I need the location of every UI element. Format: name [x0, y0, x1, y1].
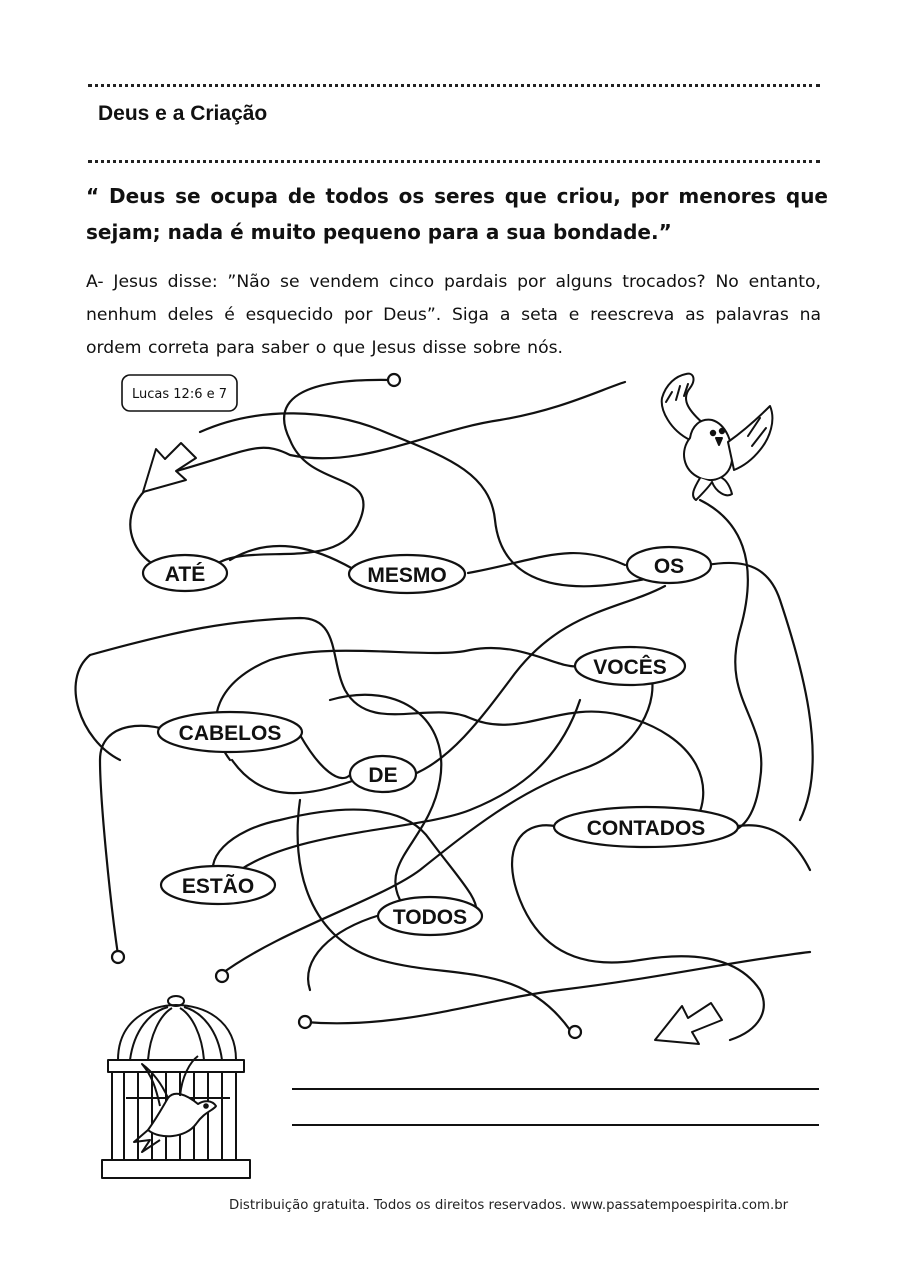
- maze-path: [305, 952, 810, 1023]
- maze-word-oval: [627, 547, 711, 583]
- word-contados: CONTADOS: [586, 817, 706, 840]
- end-arrow-icon: [655, 1003, 722, 1044]
- word-de: DE: [368, 764, 398, 787]
- maze-path: [738, 825, 810, 870]
- maze-path: [308, 915, 380, 990]
- maze-path: [330, 695, 441, 900]
- maze-word-oval: [350, 756, 416, 792]
- maze-path: [300, 735, 350, 778]
- word-ate: ATÉ: [164, 563, 206, 586]
- maze-path: [215, 380, 392, 565]
- birdcage-icon: [102, 996, 250, 1178]
- maze-endpoint: [112, 951, 124, 963]
- word-estao: ESTÃO: [181, 875, 255, 898]
- maze-path: [468, 553, 625, 573]
- bottom-dotted-divider: [88, 160, 820, 163]
- maze-path: [230, 546, 360, 573]
- maze-word-oval: [349, 555, 465, 593]
- maze-word-oval: [575, 647, 685, 685]
- reference-box: [122, 375, 237, 411]
- word-os: OS: [653, 555, 685, 578]
- word-todos: TODOS: [392, 906, 468, 929]
- answer-line[interactable]: [292, 1124, 819, 1126]
- maze-endpoint: [569, 1026, 581, 1038]
- maze-word-oval: [158, 712, 302, 752]
- maze-endpoint: [216, 970, 228, 982]
- quote-text: “ Deus se ocupa de todos os seres que criou, por menores que sejam; nada é muito pequeno para a sua bondade.”: [86, 184, 828, 244]
- word-maze: [0, 360, 905, 1180]
- word-mesmo: MESMO: [367, 564, 447, 587]
- instruction-text: A- Jesus disse: ”Não se vendem cinco pardais por alguns trocados? No entanto, nenhum deles é esquecido por Deus”. Siga a seta e reescreva as palavras na ordem correta para saber o que Jesus disse sobre nós.: [86, 272, 821, 358]
- dove-icon: [662, 374, 773, 500]
- maze-path: [100, 726, 180, 955]
- page-title: Deus e a Criação: [98, 102, 268, 125]
- maze-word-oval: [161, 866, 275, 904]
- maze-endpoint: [299, 1016, 311, 1028]
- answer-line[interactable]: [292, 1088, 819, 1090]
- maze-word-oval: [554, 807, 738, 847]
- top-dotted-divider: [88, 84, 820, 87]
- maze-endpoint: [388, 374, 400, 386]
- footer-text: Distribuição gratuita. Todos os direitos reservados. www.passatempoespirita.com.br: [229, 1198, 789, 1213]
- maze-path: [76, 655, 120, 760]
- word-cabelos: CABELOS: [178, 722, 282, 745]
- maze-word-oval: [378, 897, 482, 935]
- reference-text: Lucas 12:6 e 7: [132, 387, 227, 402]
- maze-word-oval: [143, 555, 227, 591]
- word-voces: VOCÊS: [593, 656, 667, 679]
